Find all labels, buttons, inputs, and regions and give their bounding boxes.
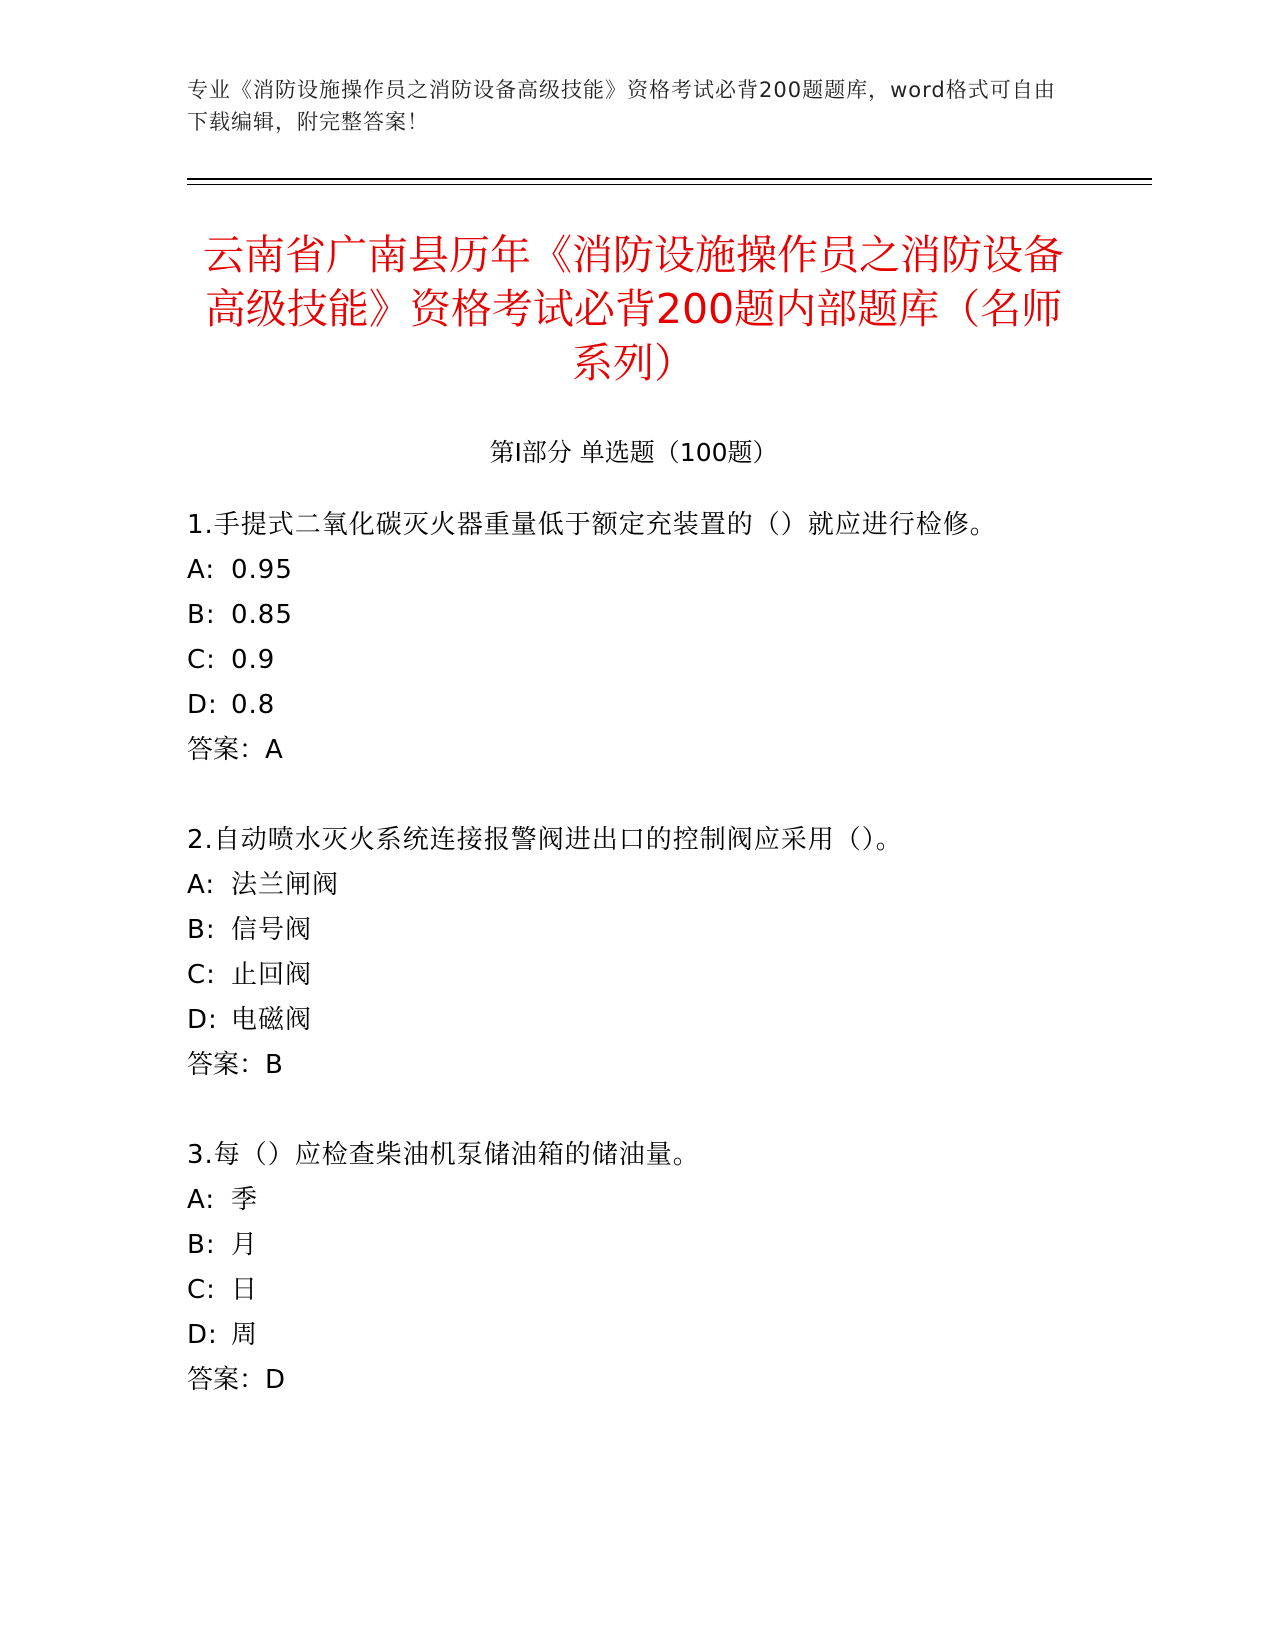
option-text: 季 [231,1185,259,1215]
option-key: B: [187,915,216,945]
answer-line: 答案：D [187,1365,286,1395]
option-text: 日 [231,1275,259,1305]
option-text: 0.8 [231,690,276,720]
header-rule-thick [187,178,1152,180]
answer-line: 答案：B [187,1050,283,1080]
option-key: A: [187,1185,216,1215]
option-d [187,683,1087,728]
question-stem: 2.自动喷水灭火系统连接报警阀进出口的控制阀应采用（）。 [187,825,903,855]
option-text: 0.85 [231,600,293,630]
option-a [187,863,1087,908]
option-key: D: [187,690,218,720]
option-key: A: [187,870,216,900]
option-c [187,638,1087,683]
header-note: 专业《消防设施操作员之消防设备高级技能》资格考试必背200题题库，word格式可自由下载编辑，附完整答案！ [187,78,1056,134]
option-d [187,998,1087,1043]
option-b [187,1223,1087,1268]
option-a [187,1178,1087,1223]
option-key: C: [187,645,216,675]
answer-line: 答案：A [187,735,283,765]
question-1 [187,503,1087,773]
option-text: 月 [231,1230,259,1260]
option-b [187,593,1087,638]
header-rule-thin [187,184,1152,185]
option-key: B: [187,600,216,630]
option-key: C: [187,1275,216,1305]
option-c [187,1268,1087,1313]
option-text: 电磁阀 [231,1005,313,1035]
question-3 [187,1133,1087,1403]
question-stem: 1.手提式二氧化碳灭火器重量低于额定充装置的（）就应进行检修。 [187,510,997,540]
option-key: D: [187,1320,218,1350]
document-title: 云南省广南县历年《消防设施操作员之消防设备高级技能》资格考试必背200题内部题库（名师系列） [203,231,1064,387]
option-text: 周 [231,1320,259,1350]
option-key: B: [187,1230,216,1260]
option-c [187,953,1087,998]
option-key: A: [187,555,216,585]
option-a [187,548,1087,593]
option-text: 0.95 [231,555,293,585]
section-title: 第Ⅰ部分 单选题（100题） [489,438,778,467]
question-2 [187,818,1087,1088]
option-key: D: [187,1005,218,1035]
option-b [187,908,1087,953]
option-text: 止回阀 [231,960,313,990]
option-d [187,1313,1087,1358]
option-text: 0.9 [231,645,276,675]
option-key: C: [187,960,216,990]
option-text: 法兰闸阀 [231,870,340,900]
option-text: 信号阀 [231,915,313,945]
question-stem: 3.每（）应检查柴油机泵储油箱的储油量。 [187,1140,700,1170]
